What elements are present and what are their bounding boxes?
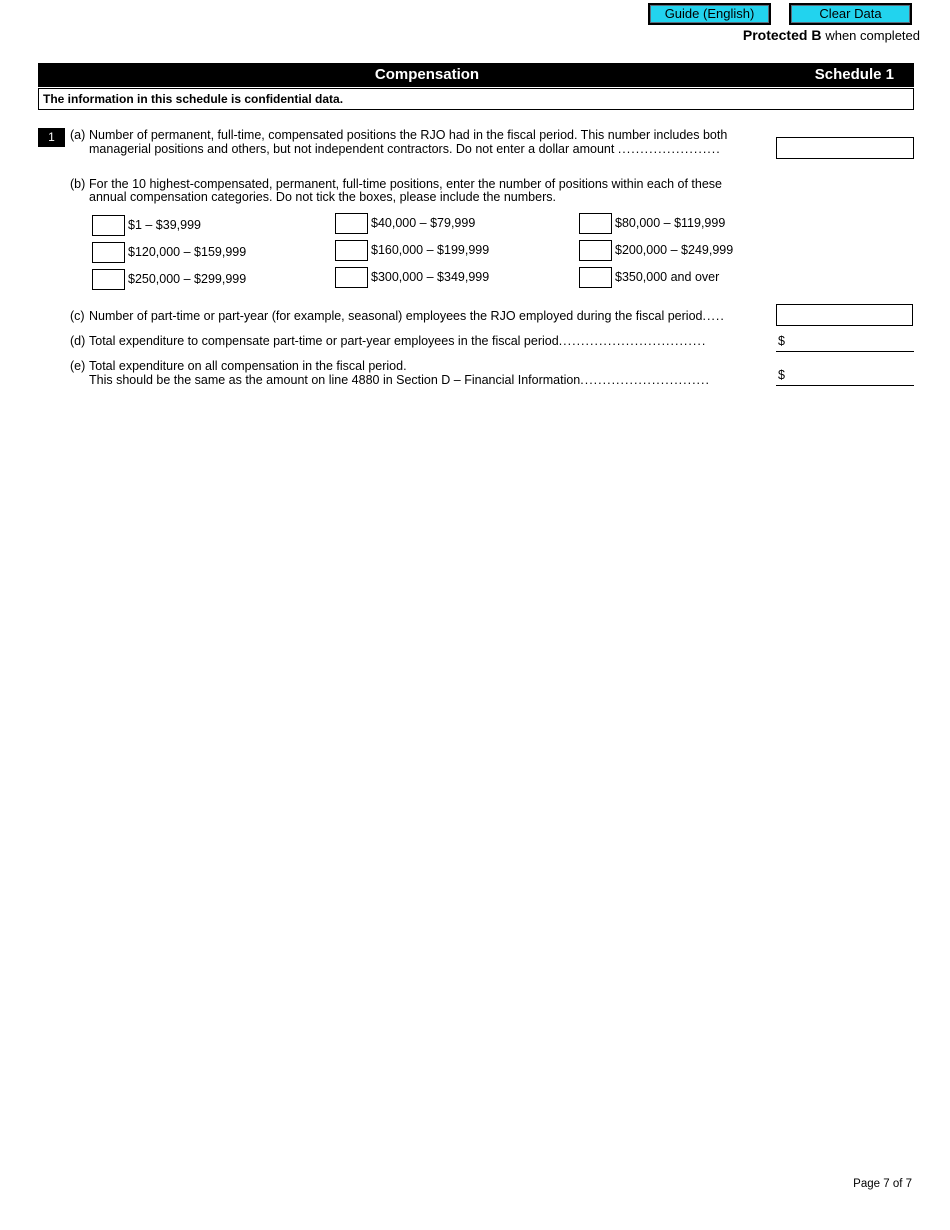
question-a [70, 128, 770, 158]
question-e-line2: This should be the same as the amount on line 4880 in Section D – Financial Information [89, 373, 581, 387]
question-b-line2: annual compensation categories. Do not tick the boxes, please include the numbers. [89, 190, 556, 204]
category-box-2[interactable] [335, 213, 368, 234]
category-label-3: $80,000 – $119,999 [615, 216, 726, 230]
category-label-9: $350,000 and over [615, 270, 720, 284]
category-box-7[interactable] [92, 269, 125, 290]
part-time-expenditure-field[interactable] [776, 333, 914, 352]
question-b [70, 177, 770, 207]
category-box-4[interactable] [92, 242, 125, 263]
question-e-line1: Total expenditure on all compensation in the fiscal period. [89, 359, 407, 373]
question-a-line2: managerial positions and others, but not independent contractors. Do not enter a dollar amount [89, 142, 615, 156]
category-label-6: $200,000 – $249,999 [615, 243, 734, 257]
page-number: Page 7 of 7 [853, 1178, 912, 1190]
category-label-4: $120,000 – $159,999 [128, 245, 247, 259]
question-d [70, 334, 770, 350]
question-c-leader-dots: ..... [702, 309, 725, 323]
part-time-expenditure-currency: $ [778, 334, 785, 348]
category-label-2: $40,000 – $79,999 [371, 216, 476, 230]
schedule-number: Schedule 1 [814, 66, 894, 83]
protected-b-label: Protected B [742, 27, 822, 43]
category-label-1: $1 – $39,999 [128, 218, 201, 232]
question-b-label: (b) [70, 177, 86, 191]
line-number-badge: 1 [38, 128, 65, 147]
protected-b-notice [743, 27, 920, 43]
question-d-line1-wrap [89, 334, 706, 348]
question-c [70, 309, 770, 325]
category-box-1[interactable] [92, 215, 125, 236]
schedule-header-band [38, 63, 914, 87]
category-box-6[interactable] [579, 240, 612, 261]
clear-data-button[interactable]: Clear Data [789, 3, 912, 25]
part-time-employees-input[interactable] [776, 304, 913, 326]
question-c-line1: Number of part-time or part-year (for example, seasonal) employees the RJO employed during the fiscal period [89, 309, 703, 323]
category-box-9[interactable] [579, 267, 612, 288]
question-a-leader-dots: ....................... [617, 142, 721, 156]
total-compensation-currency: $ [778, 368, 785, 382]
protected-b-suffix: when completed [825, 28, 920, 43]
question-e-leader-dots: ............................. [580, 373, 710, 387]
total-compensation-field[interactable] [776, 367, 914, 386]
category-label-5: $160,000 – $199,999 [371, 243, 490, 257]
question-d-label: (d) [70, 334, 86, 348]
category-box-5[interactable] [335, 240, 368, 261]
guide-english-button[interactable]: Guide (English) [648, 3, 771, 25]
question-d-leader-dots: ................................. [558, 334, 707, 348]
category-label-8: $300,000 – $349,999 [371, 270, 490, 284]
question-c-line1-wrap [89, 309, 725, 323]
category-box-3[interactable] [579, 213, 612, 234]
question-a-line2-wrap [89, 142, 721, 156]
question-b-line1: For the 10 highest-compensated, permanent, full-time positions, enter the number of positions within each of these [89, 177, 722, 191]
question-d-line1: Total expenditure to compensate part-time or part-year employees in the fiscal period [89, 334, 559, 348]
question-a-label: (a) [70, 128, 86, 142]
category-box-8[interactable] [335, 267, 368, 288]
question-e [70, 359, 770, 389]
schedule-title: Compensation [374, 66, 480, 83]
question-e-label: (e) [70, 359, 86, 373]
confidential-note: The information in this schedule is confidential data. [38, 88, 914, 110]
question-e-line2-wrap [89, 373, 710, 387]
category-label-7: $250,000 – $299,999 [128, 272, 247, 286]
full-time-positions-input[interactable] [776, 137, 914, 159]
question-c-label: (c) [70, 309, 85, 323]
question-a-line1: Number of permanent, full-time, compensated positions the RJO had in the fiscal period. This number includes both [89, 128, 728, 142]
